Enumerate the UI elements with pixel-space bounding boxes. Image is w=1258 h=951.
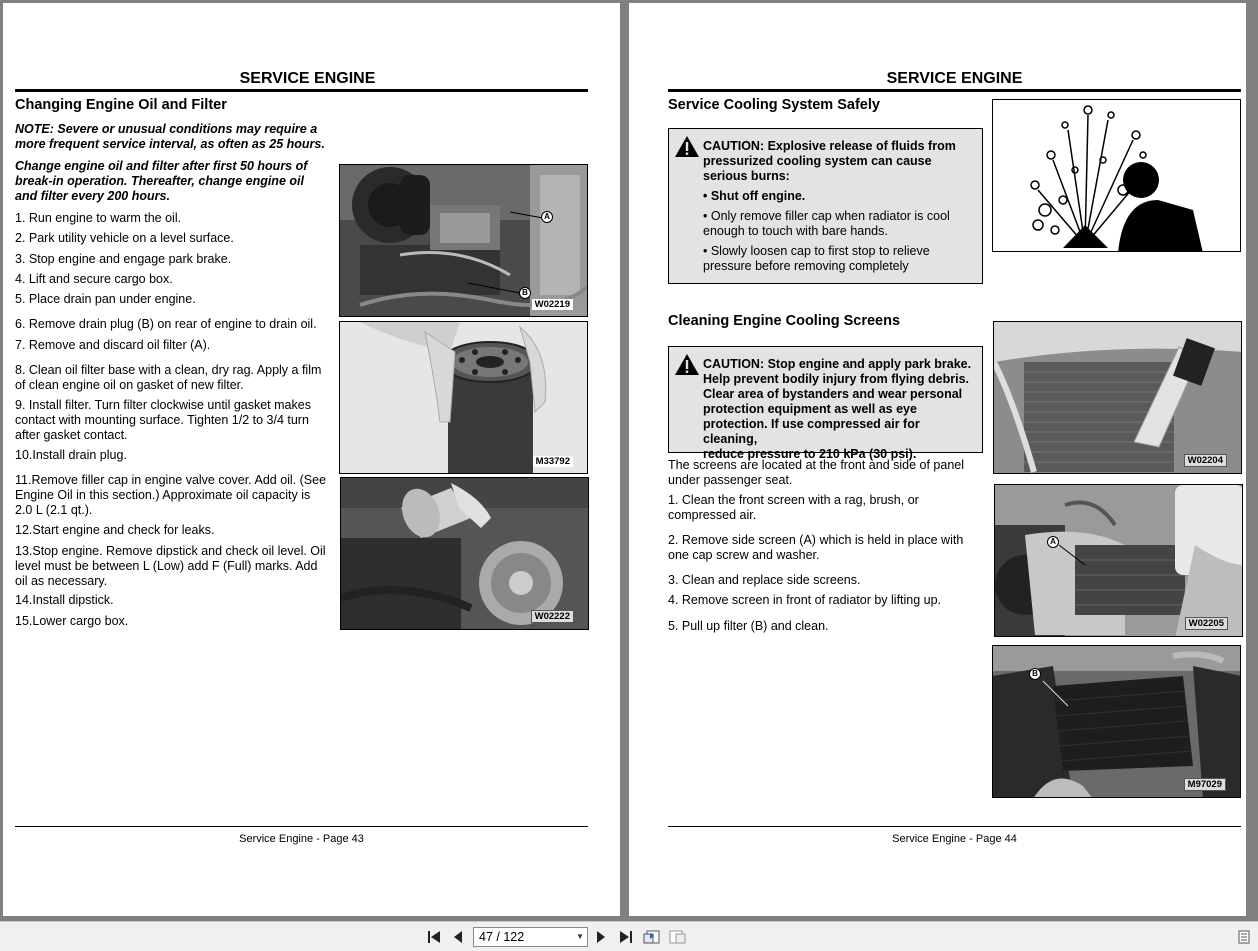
section-title: Cleaning Engine Cooling Screens — [668, 313, 901, 329]
page-indicator: 47 / 122 — [479, 930, 525, 944]
caution-box: CAUTION: Explosive release of fluids from pressurized cooling system can cause serious burns: • Shut off engine. • Only remove filler cap when radiator is cool enough to touch with bare hands. • Slowly loosen cap to first stop to relieve pressure before removing completely — [668, 128, 983, 284]
callout-b: B — [1029, 668, 1041, 680]
step-4: 4. Remove screen in front of radiator by lifting up. — [668, 593, 942, 607]
go-forward-button[interactable] — [669, 928, 687, 946]
previous-page-icon — [452, 930, 464, 944]
first-page-icon — [427, 930, 441, 944]
header-rule — [668, 89, 1241, 92]
step-2: 2. Remove side screen (A) which is held in place with one cap screw and washer. — [668, 533, 964, 562]
last-page-button[interactable] — [617, 928, 635, 946]
cooling-system-hazard-illustration — [992, 99, 1241, 252]
footer-rule — [668, 826, 1241, 827]
page-footer: Service Engine - Page 43 — [239, 833, 364, 845]
step-7: 7. Remove and discard oil filter (A). — [15, 338, 211, 352]
intro-text: Change engine oil and filter after first 50 hours of break-in operation. Thereafter, change engine oil and filter every 200 hours. — [15, 159, 308, 203]
callout-b: B — [519, 287, 531, 299]
oil-filter-photo — [339, 321, 588, 474]
previous-page-button[interactable] — [449, 928, 467, 946]
section-title: Changing Engine Oil and Filter — [15, 97, 227, 113]
step-1: 1. Clean the front screen with a rag, brush, or compressed air. — [668, 493, 919, 522]
adding-oil-photo — [340, 477, 589, 630]
page-number-input[interactable] — [473, 927, 588, 947]
page-footer: Service Engine - Page 44 — [892, 833, 1017, 845]
step-3: 3. Stop engine and engage park brake. — [15, 252, 232, 266]
step-11: 11.Remove filler cap in engine valve cover. Add oil. (See Engine Oil in this section.) Approximate oil capacity is 2.0 L (2.1 qt.). — [15, 473, 327, 517]
sidebar-toggle-button[interactable] — [1235, 928, 1253, 946]
callout-a: A — [1047, 536, 1059, 548]
callout-a: A — [541, 211, 553, 223]
page-43 — [3, 3, 620, 916]
page-header: SERVICE ENGINE — [239, 70, 376, 87]
step-9: 9. Install filter. Turn filter clockwise until gasket makes contact with mounting surface. Tighten 1/2 to 3/4 turn after gasket contact. — [15, 398, 311, 442]
next-page-icon — [595, 930, 607, 944]
chevron-down-icon[interactable]: ▼ — [576, 932, 584, 941]
figure-id: W02219 — [532, 299, 573, 310]
warning-icon — [674, 135, 700, 158]
step-4: 4. Lift and secure cargo box. — [15, 272, 173, 286]
forward-view-icon — [669, 929, 687, 945]
figure-id: M33792 — [533, 456, 573, 467]
page-44 — [629, 3, 1246, 916]
step-13: 13.Stop engine. Remove dipstick and check oil level. Oil level must be between L (Low) add F (Full) marks. Add oil as necessary. — [15, 544, 326, 588]
radiator-filter-photo — [992, 645, 1241, 798]
section-title: Service Cooling System Safely — [668, 97, 880, 113]
go-back-button[interactable] — [643, 928, 661, 946]
last-page-icon — [619, 930, 633, 944]
figure-id: W02222 — [531, 610, 574, 623]
first-page-button[interactable] — [425, 928, 443, 946]
step-15: 15.Lower cargo box. — [15, 614, 129, 628]
step-3: 3. Clean and replace side screens. — [668, 573, 861, 587]
front-screen-photo — [993, 321, 1242, 474]
caution-box: CAUTION: Stop engine and apply park brake. Help prevent bodily injury from flying debris. Clear area of bystanders and wear personal protection equipment as well as eye protection. If use compressed air for cleaning, reduce pressure to 210 kPa (30 psi). — [668, 346, 983, 453]
step-8: 8. Clean oil filter base with a clean, dry rag. Apply a film of clean engine oil on gasket of new filter. — [15, 363, 322, 392]
warning-icon — [674, 353, 700, 376]
sidebar-icon — [1238, 930, 1250, 944]
step-6: 6. Remove drain plug (B) on rear of engine to drain oil. — [15, 317, 317, 331]
next-page-button[interactable] — [592, 928, 610, 946]
step-5: 5. Pull up filter (B) and clean. — [668, 619, 829, 633]
figure-id: W02205 — [1185, 617, 1228, 630]
intro-text: The screens are located at the front and side of panel under passenger seat. — [668, 458, 965, 487]
step-10: 10.Install drain plug. — [15, 448, 127, 462]
figure-id: W02204 — [1184, 454, 1227, 467]
step-14: 14.Install dipstick. — [15, 593, 114, 607]
step-1: 1. Run engine to warm the oil. — [15, 211, 182, 225]
step-5: 5. Place drain pan under engine. — [15, 292, 196, 306]
back-view-icon — [643, 929, 661, 945]
step-12: 12.Start engine and check for leaks. — [15, 523, 215, 537]
note-text: NOTE: Severe or unusual conditions may require a more frequent service interval, as often as 25 hours. — [15, 122, 325, 151]
side-screen-photo — [994, 484, 1243, 637]
engine-photo — [339, 164, 588, 317]
footer-rule — [15, 826, 588, 827]
header-rule — [15, 89, 588, 92]
page-header: SERVICE ENGINE — [886, 70, 1023, 87]
navigation-toolbar — [0, 921, 1258, 951]
figure-id: M97029 — [1184, 778, 1226, 791]
step-2: 2. Park utility vehicle on a level surface. — [15, 231, 234, 245]
